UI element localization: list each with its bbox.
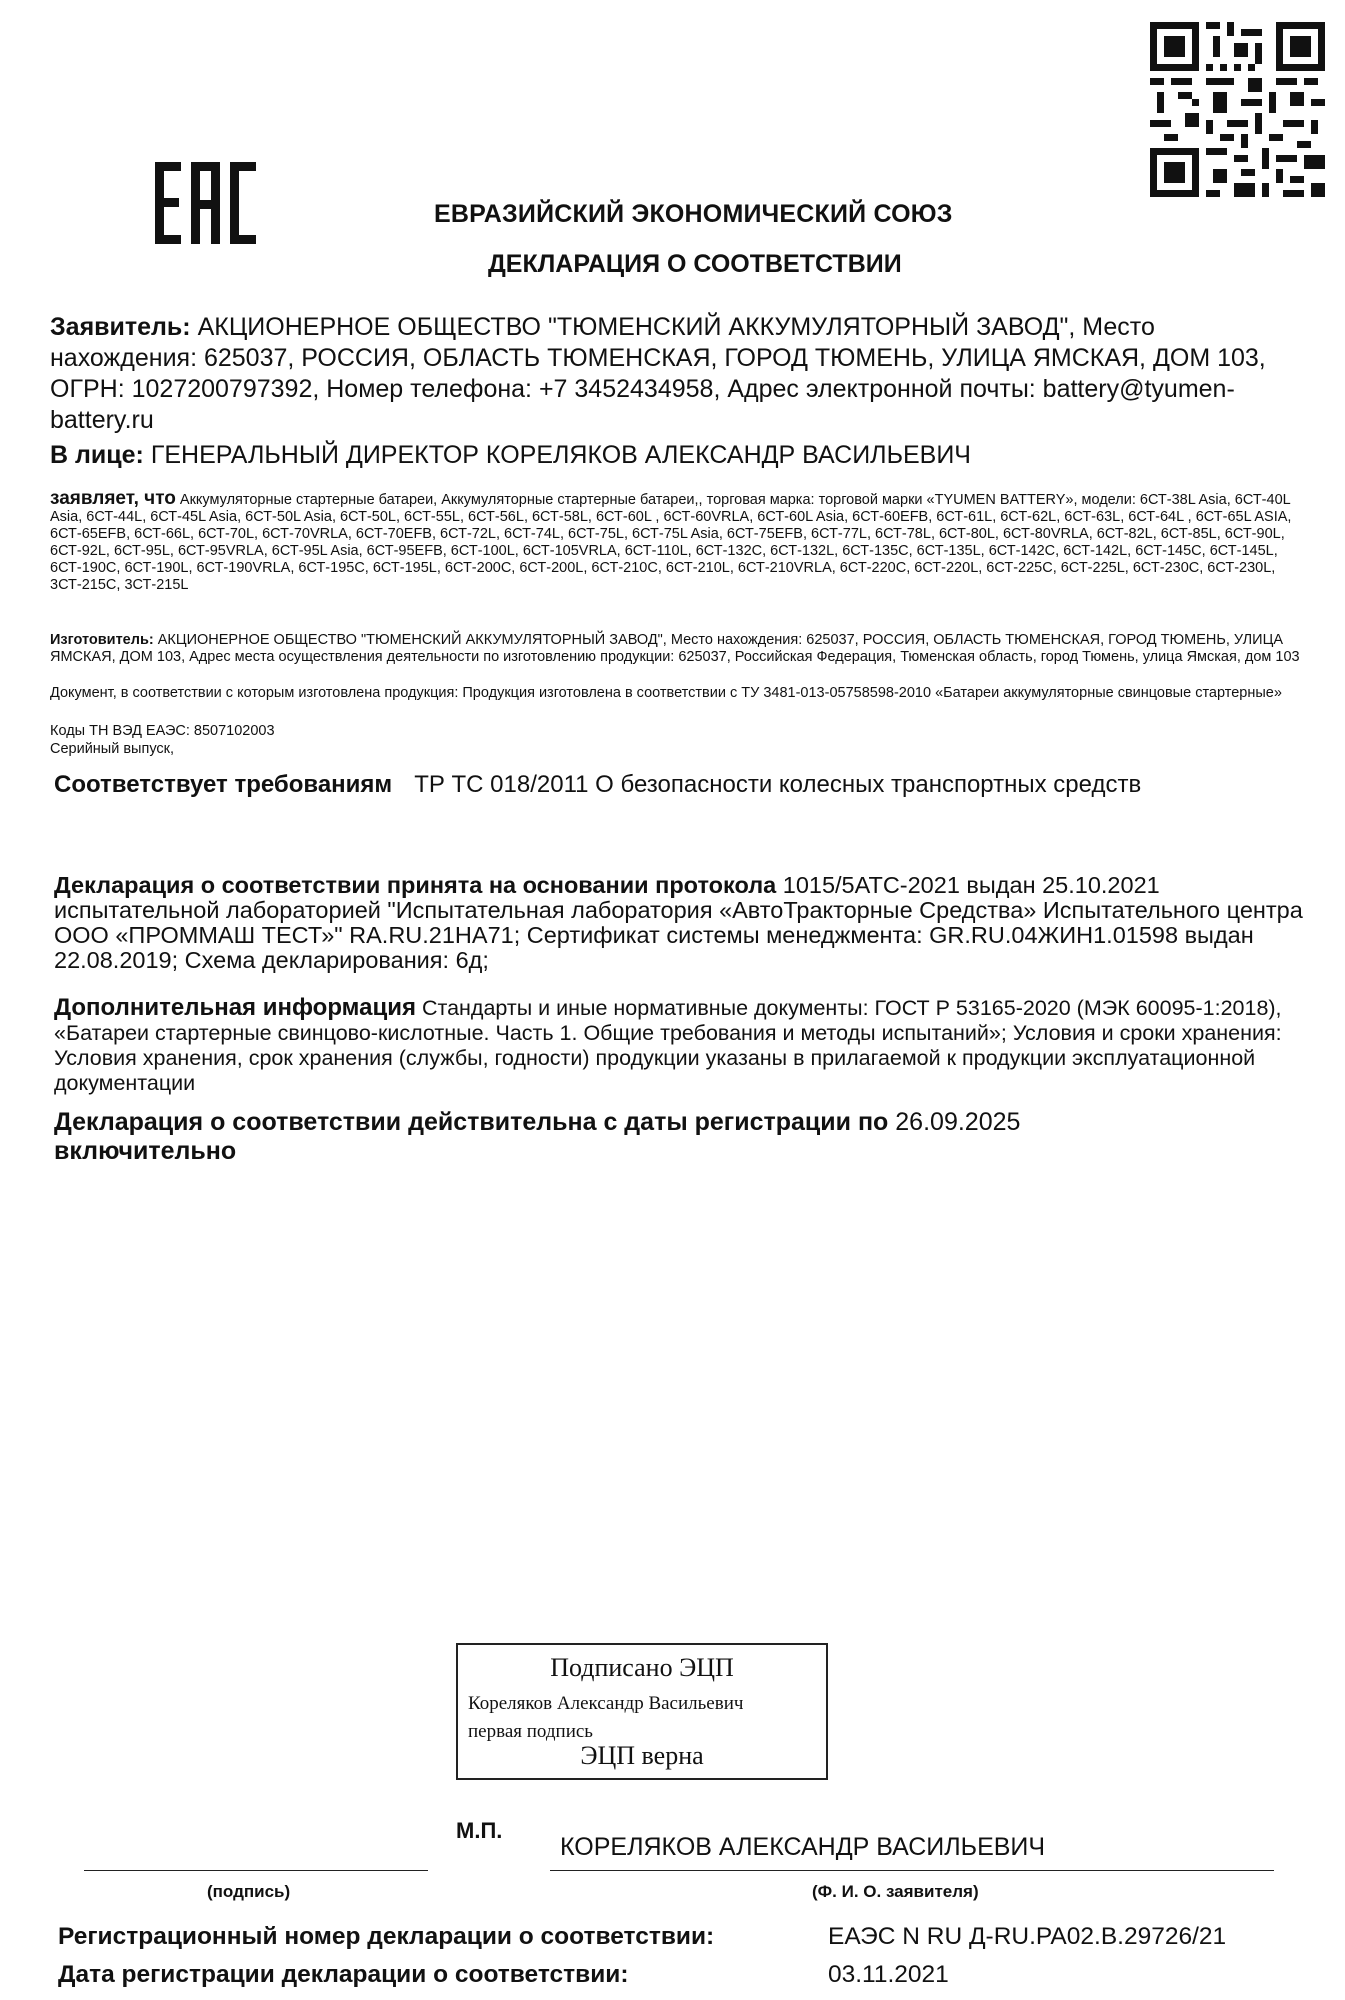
person-label: В лице: bbox=[50, 441, 144, 469]
registration-date: 03.11.2021 bbox=[828, 1961, 949, 1988]
manufacturer-text: АКЦИОНЕРНОЕ ОБЩЕСТВО "ТЮМЕНСКИЙ АККУМУЛЯТОРНЫЙ ЗАВОД", Место нахождения: 625037, РОССИЯ, ОБЛАСТЬ ТЮМЕНСКАЯ, ГОРОД ТЮМЕНЬ, УЛИЦА ЯМСКАЯ, ДОМ 103, Адрес места осуществления деятельности по изготовлению продукции: 625037, Российская Федерация, Тюменская область, город Тюмень, улица Ямская, дом 103 bbox=[50, 632, 1300, 665]
stamp-signer-role: первая подпись bbox=[468, 1721, 593, 1742]
basis-label: Декларация о соответствии принята на основании протокола bbox=[54, 872, 777, 898]
eac-logo-icon bbox=[153, 160, 258, 246]
validity-suffix: включительно bbox=[54, 1137, 237, 1165]
validity-date: 26.09.2025 bbox=[895, 1108, 1021, 1136]
stamp-signer-name: Кореляков Александр Васильевич bbox=[468, 1693, 744, 1714]
complies-block bbox=[54, 770, 1304, 800]
stamp-title: Подписано ЭЦП bbox=[550, 1653, 734, 1682]
additional-info-block bbox=[54, 995, 1304, 1096]
qr-code-icon bbox=[1150, 22, 1325, 197]
applicant-text: АКЦИОНЕРНОЕ ОБЩЕСТВО "ТЮМЕНСКИЙ АККУМУЛЯТОРНЫЙ ЗАВОД", Место нахождения: 625037, РОССИЯ, ОБЛАСТЬ ТЮМЕНСКАЯ, ГОРОД ТЮМЕНЬ, УЛИЦА ЯМСКАЯ, ДОМ 103, ОГРН: 1027200797392, Номер телефона: +7 3452434958, Адрес электронной почты: battery@tyumen-battery.ru bbox=[50, 313, 1266, 434]
applicant-block bbox=[50, 312, 1290, 436]
signature-caption: (подпись) bbox=[207, 1882, 291, 1901]
signature-stamp bbox=[456, 1643, 828, 1780]
validity-label: Декларация о соответствии действительна с даты регистрации по bbox=[54, 1108, 889, 1136]
basis-block bbox=[54, 873, 1304, 973]
manufacturer-block bbox=[50, 632, 1302, 666]
person-block bbox=[50, 440, 1290, 471]
registration-number-label: Регистрационный номер декларации о соответствии: bbox=[58, 1923, 715, 1950]
manufacturer-label: Изготовитель: bbox=[50, 632, 154, 648]
tnved-codes: Коды ТН ВЭД ЕАЭС: 8507102003 bbox=[50, 723, 275, 739]
document-basis: Документ, в соответствии с которым изготовлена продукция: Продукция изготовлена в соответствии с ТУ 3481-013-05758598-2010 «Батареи аккумуляторные свинцовые стартерные» bbox=[50, 685, 1282, 701]
registration-number: ЕАЭС N RU Д-RU.PA02.B.29726/21 bbox=[828, 1923, 1227, 1950]
declares-block bbox=[50, 490, 1302, 594]
applicant-name: КОРЕЛЯКОВ АЛЕКСАНДР ВАСИЛЬЕВИЧ bbox=[560, 1833, 1046, 1861]
union-title: ЕВРАЗИЙСКИЙ ЭКОНОМИЧЕСКИЙ СОЮЗ bbox=[434, 200, 953, 228]
name-line bbox=[550, 1870, 1274, 1871]
additional-text: Стандарты и иные нормативные документы: ГОСТ Р 53165-2020 (МЭК 60095-1:2018), «Батареи стартерные свинцово-кислотные. Часть 1. Общие требования и методы испытаний»; Условия и сроки хранения: Условия хранения, срок хранения (службы, годности) продукции указаны в прилагаемой к продукции эксплуатационной документации bbox=[54, 996, 1282, 1095]
additional-label: Дополнительная информация bbox=[54, 994, 416, 1021]
seal-place-mark: М.П. bbox=[456, 1818, 503, 1843]
declares-text: Аккумуляторные стартерные батареи, Аккумуляторные стартерные батареи,, торговая марка: торговой марки «TYUMEN BATTERY», модели: 6СТ-38L Asia, 6СТ-40L Asia, 6СТ-44L, 6СТ-45L Asia, 6СТ-50L Asia, 6СТ-50L, 6СТ-55L, 6СТ-56L, 6СТ-58L, 6СТ-60L , 6СТ-60VRLA, 6СТ-60L Asia, 6СТ-60EFB, 6СТ-61L, 6СТ-62L, 6СТ-63L, 6СТ-64L , 6СТ-65L ASIA, 6СТ-65EFB, 6СТ-66L, 6СТ-70L, 6СТ-70VRLA, 6СТ-70EFB, 6СТ-72L, 6СТ-74L, 6СТ-75L, 6СТ-75L Asia, 6СТ-75EFB, 6СТ-77L, 6СТ-78L, 6СТ-80L, 6СТ-80VRLA, 6СТ-82L, 6СТ-85L, 6СТ-90L, 6СТ-92L, 6СТ-95L, 6СТ-95VRLA, 6СТ-95L Asia, 6СТ-95EFB, 6СТ-100L, 6СТ-105VRLA, 6СТ-110L, 6СТ-132С, 6СТ-132L, 6СТ-135С, 6СТ-135L, 6СТ-142С, 6СТ-142L, 6СТ-145С, 6СТ-145L, 6СТ-190С, 6СТ-190L, 6СТ-190VRLA, 6СТ-195С, 6СТ-195L, 6СТ-200С, 6СТ-200L, 6СТ-210С, 6СТ-210L, 6СТ-210VRLA, 6СТ-220С, 6СТ-220L, 6СТ-225С, 6СТ-225L, 6СТ-230С, 6СТ-230L, 3СТ-215С, 3СТ-215L bbox=[50, 492, 1292, 593]
serial-release: Серийный выпуск, bbox=[50, 741, 175, 757]
signature-line bbox=[84, 1870, 428, 1871]
stamp-status: ЭЦП верна bbox=[580, 1741, 704, 1770]
declares-label: заявляет, что bbox=[50, 488, 176, 509]
applicant-label: Заявитель: bbox=[50, 313, 191, 341]
complies-text: ТР ТС 018/2011 О безопасности колесных транспортных средств bbox=[414, 771, 1142, 798]
declaration-title: ДЕКЛАРАЦИЯ О СООТВЕТСТВИИ bbox=[488, 250, 902, 278]
name-caption: (Ф. И. О. заявителя) bbox=[812, 1882, 979, 1901]
validity-block bbox=[54, 1108, 1154, 1166]
basis-text: 1015/5АТС-2021 выдан 25.10.2021 испытательной лабораторией "Испытательная лаборатория «АвтоТракторные Средства» Испытательного центра ООО «ПРОММАШ ТЕСТ»" RA.RU.21НА71; Сертификат системы менеджмента: GR.RU.04ЖИН1.01598 выдан 22.08.2019; Схема декларирования: 6д; bbox=[54, 872, 1303, 973]
person-text: ГЕНЕРАЛЬНЫЙ ДИРЕКТОР КОРЕЛЯКОВ АЛЕКСАНДР ВАСИЛЬЕВИЧ bbox=[150, 441, 971, 469]
complies-label: Соответствует требованиям bbox=[54, 771, 393, 798]
registration-date-label: Дата регистрации декларации о соответствии: bbox=[58, 1961, 629, 1988]
